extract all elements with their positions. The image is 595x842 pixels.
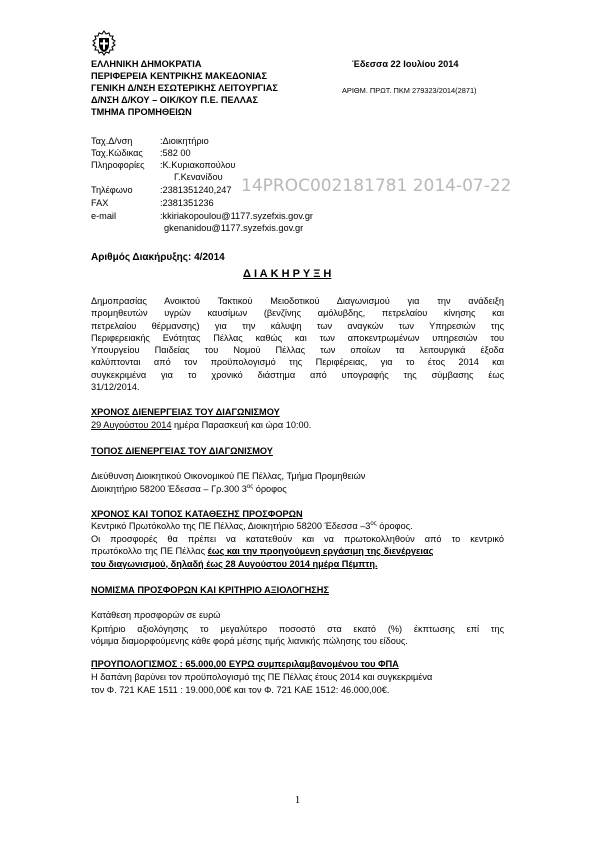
place-line: Διεύθυνση Διοικητικού Οικονομικού ΠΕ Πέλλας, Τμήμα Προμηθειών	[91, 471, 366, 481]
section-heading-budget: ΠΡΟΥΠΟΛΟΓΙΣΜΟΣ : 65.000,00 ΕΥΡΩ συμπεριλαμβανομένου του ΦΠΑ	[91, 659, 399, 669]
header-org-line: Δ/ΝΣΗ Δ/ΚΟΥ – ΟΙΚ/ΚΟΥ Π.Ε. ΠΕΛΛΑΣ	[91, 95, 259, 105]
criterion-paragraph	[91, 623, 504, 648]
tender-date: 29 Αυγούστου 2014	[91, 420, 172, 430]
page-number: 1	[294, 794, 301, 806]
contact-email: gkenanidou@1177.syzefxis.gov.gr	[164, 223, 304, 233]
section-heading-time: ΧΡΟΝΟΣ ΔΙΕΝΕΡΓΕΙΑΣ ΤΟΥ ΔΙΑΓΩΝΙΣΜΟΥ	[91, 407, 280, 417]
submission-line: Οι προσφορές θα πρέπει να κατατεθούν και να πρωτοκολληθούν από το κεντρικό	[91, 534, 504, 544]
submission-line-text: πρωτόκολλο της ΠΕ Πέλλας	[91, 546, 208, 557]
header-org-line: ΕΛΛΗΝΙΚΗ ΔΗΜΟΚΡΑΤΙΑ	[91, 59, 202, 69]
tender-datetime	[91, 420, 311, 432]
section-heading-submission: ΧΡΟΝΟΣ ΚΑΙ ΤΟΠΟΣ ΚΑΤΑΘΕΣΗΣ ΠΡΟΣΦΟΡΩΝ	[91, 509, 303, 519]
deadline-date: του διαγωνισμού, δηλαδή έως 28 Αυγούστου 2014 ημέρα Πέμπτη.	[91, 558, 378, 569]
tender-time: ημέρα Παρασκευή και ώρα 10:00.	[171, 420, 312, 430]
place-line	[91, 484, 287, 496]
header-org-line: ΓΕΝΙΚΗ Δ/ΝΣΗ ΕΣΩΤΕΡΙΚΗΣ ΛΕΙΤΟΥΡΓΙΑΣ	[91, 83, 278, 93]
submission-paragraph	[91, 533, 504, 570]
currency-line: Κατάθεση προσφορών σε ευρώ	[91, 610, 221, 620]
submission-line-text: Κεντρικό Πρωτόκολλο της ΠΕ Πέλλας, Διοικητήριο 58200 Έδεσσα –3	[91, 521, 371, 532]
header-org-line: ΤΜΗΜΑ ΠΡΟΜΗΘΕΙΩΝ	[91, 107, 192, 117]
contact-value: :Κ.Κυριακοπούλου	[160, 160, 236, 170]
contact-value: :2381351240,247	[160, 185, 232, 195]
ordinal-suffix: ος	[246, 484, 254, 490]
intro-line: συγκεκριμένα για το χρονικό διάστημα από υπογραφής της σύμβασης έως	[91, 369, 504, 380]
intro-line: καλύπτονται από τον προϋπολογισμό της Περιφέρειας, για το έτος 2014 και	[91, 357, 504, 368]
criterion-line: Κριτήριο αξιολόγησης το μεγαλύτερο ποσοστό στα εκατό (%) έκπτωσης επί της	[91, 624, 504, 634]
intro-line: Περιφερειακής Ενότητας Πέλλας καθώς και των αποκεντρωμένων υπηρεσιών του	[91, 332, 504, 343]
place-line-text: όροφος	[253, 484, 287, 495]
intro-line: Δημοπρασίας Ανοικτού Τακτικού Μειοδοτικού Διαγωνισμού για την ανάδειξη	[91, 296, 504, 306]
section-heading-currency: ΝΟΜΙΣΜΑ ΠΡΟΣΦΟΡΩΝ ΚΑΙ ΚΡΙΤΗΡΙΟ ΑΞΙΟΛΟΓΗΣΗΣ	[91, 585, 329, 595]
submission-line	[91, 521, 413, 533]
submission-line-text: όροφος.	[376, 521, 413, 532]
contact-label: e-mail	[91, 211, 117, 221]
contact-value: Γ.Κενανίδου	[174, 172, 223, 182]
contact-value: :2381351236	[160, 198, 214, 208]
budget-line: Η δαπάνη βαρύνει τον προϋπολογισμό της ΠΕ Πέλλας έτους 2014 και συγκεκριμένα	[91, 672, 433, 682]
declaration-number: Αριθμός Διακήρυξης: 4/2014	[91, 252, 225, 263]
document-date: Έδεσσα 22 Ιουλίου 2014	[352, 59, 459, 69]
header-org-line: ΠΕΡΙΦΕΡΕΙΑ ΚΕΝΤΡΙΚΗΣ ΜΑΚΕΔΟΝΙΑΣ	[91, 71, 268, 81]
contact-label: Πληροφορίες	[91, 160, 145, 170]
intro-line: πετρελαίου θέρμανσης) για την κάλυψη των αναγκών των Υπηρεσιών της	[91, 320, 504, 331]
intro-line: Υπουργείου Παιδείας του Νομού Πέλλας των οποίων τα λειτουργικά έξοδα	[91, 345, 504, 356]
section-heading-place: ΤΟΠΟΣ ΔΙΕΝΕΡΓΕΙΑΣ ΤΟΥ ΔΙΑΓΩΝΙΣΜΟΥ	[91, 446, 273, 456]
contact-label: FAX	[91, 198, 109, 208]
declaration-intro	[91, 295, 504, 393]
intro-line: προμηθευτών υγρών καυσίμων (βενζίνης αμόλυβδης, πετρελαίου κίνησης και	[91, 308, 504, 319]
contact-label: Τηλέφωνο	[91, 185, 133, 195]
ordinal-suffix: ος	[370, 521, 377, 527]
contact-label: Ταχ.Δ/νση	[91, 136, 133, 146]
budget-line: τον Φ. 721 ΚΑΕ 1511 : 19.000,00€ και τον Φ. 721 ΚΑΕ 1512: 46.000,00€.	[91, 685, 390, 695]
ada-stamp: 14PROC002181781 2014-07-22	[241, 176, 512, 196]
greek-coat-of-arms-emblem	[91, 30, 117, 56]
submission-line	[91, 545, 504, 557]
intro-line: 31/12/2014.	[91, 382, 140, 393]
criterion-line: νόμιμα διαμορφούμενης κάθε φορά μέσης τιμής λιανικής πώλησης του είδους.	[91, 636, 408, 647]
deadline-emphasis: έως και την προηγούμενη εργάσιμη της διενέργειας	[207, 546, 434, 557]
contact-email: :kkiriakopoulou@1177.syzefxis.gov.gr	[160, 211, 313, 221]
declaration-title: Δ Ι Α Κ Η Ρ Υ Ξ Η	[243, 268, 332, 280]
contact-value: :Διοικητήριο	[160, 136, 209, 146]
contact-label: Ταχ.Κώδικας	[91, 148, 143, 158]
contact-value: :582 00	[160, 148, 191, 158]
place-line-text: Διοικητήριο 58200 Έδεσσα – Γρ.300 3	[91, 484, 247, 495]
protocol-number: ΑΡΙΘΜ. ΠΡΩΤ. ΠΚΜ 279323/2014(2871)	[342, 86, 477, 95]
